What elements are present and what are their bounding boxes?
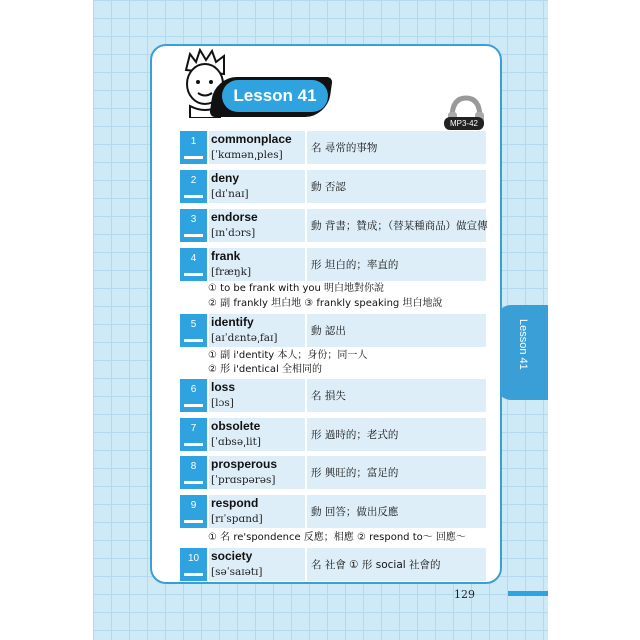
page-number: 129 (454, 588, 475, 601)
entry-ipa: [fræŋk] (211, 266, 252, 278)
entry-number-badge (180, 418, 207, 451)
entry-definition: 形 過時的；老式的 (311, 429, 399, 441)
entry-ipa: [rɪˈspɑnd] (211, 513, 263, 525)
entry-definition: 名 尋常的事物 (311, 142, 378, 154)
entry-number-badge (180, 209, 207, 242)
entry-number: 7 (190, 423, 197, 434)
vocab-entry (180, 209, 486, 242)
entry-note: ② 形 i'dentical 全相同的 (208, 364, 322, 375)
definition-cell (307, 209, 486, 242)
vocab-entry (180, 379, 486, 412)
definition-cell (307, 495, 486, 528)
entry-number: 1 (190, 136, 197, 147)
entry-number-badge (180, 456, 207, 489)
entry-number: 5 (190, 319, 197, 330)
entry-definition: 動 背書；贊成；（替某種商品）做宣傳 (311, 220, 488, 232)
word-cell (209, 418, 305, 451)
word-cell (209, 248, 305, 281)
definition-cell (307, 248, 486, 281)
definition-cell (307, 548, 486, 581)
lesson-title: Lesson 41 (222, 80, 328, 112)
entry-number-badge (180, 314, 207, 347)
entry-number: 8 (190, 461, 197, 472)
entry-number: 6 (190, 384, 197, 395)
entry-note: ① 副 i'dentity 本人；身份；同一人 (208, 350, 368, 361)
entry-note: ① to be frank with you 明白地對你說 (208, 283, 385, 294)
entry-definition: 動 回答；做出反應 (311, 506, 399, 518)
entry-ipa: [ɪnˈdɔrs] (211, 227, 256, 239)
word-cell (209, 170, 305, 203)
word-cell (209, 456, 305, 489)
vocab-entry (180, 314, 486, 347)
entry-word: obsolete (211, 419, 261, 433)
entry-number: 4 (190, 253, 197, 264)
word-cell (209, 131, 305, 164)
entry-word: deny (211, 171, 240, 185)
side-tab-label: Lesson 41 (517, 319, 529, 370)
entry-note: ① 名 re'spondence 反應；相應 ② respond to～ 回應～ (208, 532, 466, 543)
entry-number-badge (180, 248, 207, 281)
vocab-entry (180, 248, 486, 281)
entry-ipa: [dɪˈnaɪ] (211, 188, 249, 200)
entry-word: prosperous (211, 457, 278, 471)
lesson-side-tab (497, 305, 548, 400)
definition-cell (307, 314, 486, 347)
entry-definition: 形 興旺的；富足的 (311, 467, 399, 479)
entry-number: 3 (190, 214, 197, 225)
vocab-entry (180, 418, 486, 451)
entry-word: society (211, 549, 253, 563)
entry-word: commonplace (211, 132, 292, 146)
entry-number-badge (180, 170, 207, 203)
entry-word: frank (211, 249, 241, 263)
definition-cell (307, 131, 486, 164)
entry-number: 10 (187, 553, 200, 564)
word-cell (209, 209, 305, 242)
audio-track-label: MP3-42 (444, 117, 484, 130)
word-cell (209, 548, 305, 581)
entry-number: 9 (190, 500, 197, 511)
entry-ipa: [ˈprɑspərəs] (211, 474, 276, 486)
word-cell (209, 495, 305, 528)
entry-ipa: [aɪˈdɛntə͵faɪ] (211, 332, 278, 344)
footer-accent-bar (508, 591, 548, 596)
vocab-entry (180, 456, 486, 489)
entry-ipa: [ˈɑbsə͵lit] (211, 436, 261, 448)
vocab-entry (180, 548, 486, 581)
entry-word: respond (211, 496, 259, 510)
entry-definition: 動 否認 (311, 181, 346, 193)
entry-ipa: [səˈsaɪətɪ] (211, 566, 263, 578)
vocab-entry (180, 495, 486, 528)
entry-number-badge (180, 495, 207, 528)
entry-number: 2 (190, 175, 197, 186)
entry-word: loss (211, 380, 236, 394)
entry-word: identify (211, 315, 254, 329)
vocab-entry (180, 131, 486, 164)
word-cell (209, 314, 305, 347)
definition-cell (307, 418, 486, 451)
entry-number-badge (180, 131, 207, 164)
entry-number-badge (180, 548, 207, 581)
entry-definition: 名 社會 ① 形 social 社會的 (311, 559, 441, 571)
entry-note: ② 副 frankly 坦白地 ③ frankly speaking 坦白地說 (208, 298, 443, 309)
vocab-entry (180, 170, 486, 203)
entry-number-badge (180, 379, 207, 412)
entry-ipa: [lɔs] (211, 397, 234, 409)
entry-definition: 形 坦白的；率直的 (311, 259, 399, 271)
entry-word: endorse (211, 210, 258, 224)
definition-cell (307, 379, 486, 412)
entry-ipa: [ˈkɑmən͵ples] (211, 149, 283, 161)
entry-definition: 名 損失 (311, 390, 346, 402)
word-cell (209, 379, 305, 412)
definition-cell (307, 456, 486, 489)
definition-cell (307, 170, 486, 203)
entry-definition: 動 認出 (311, 325, 346, 337)
